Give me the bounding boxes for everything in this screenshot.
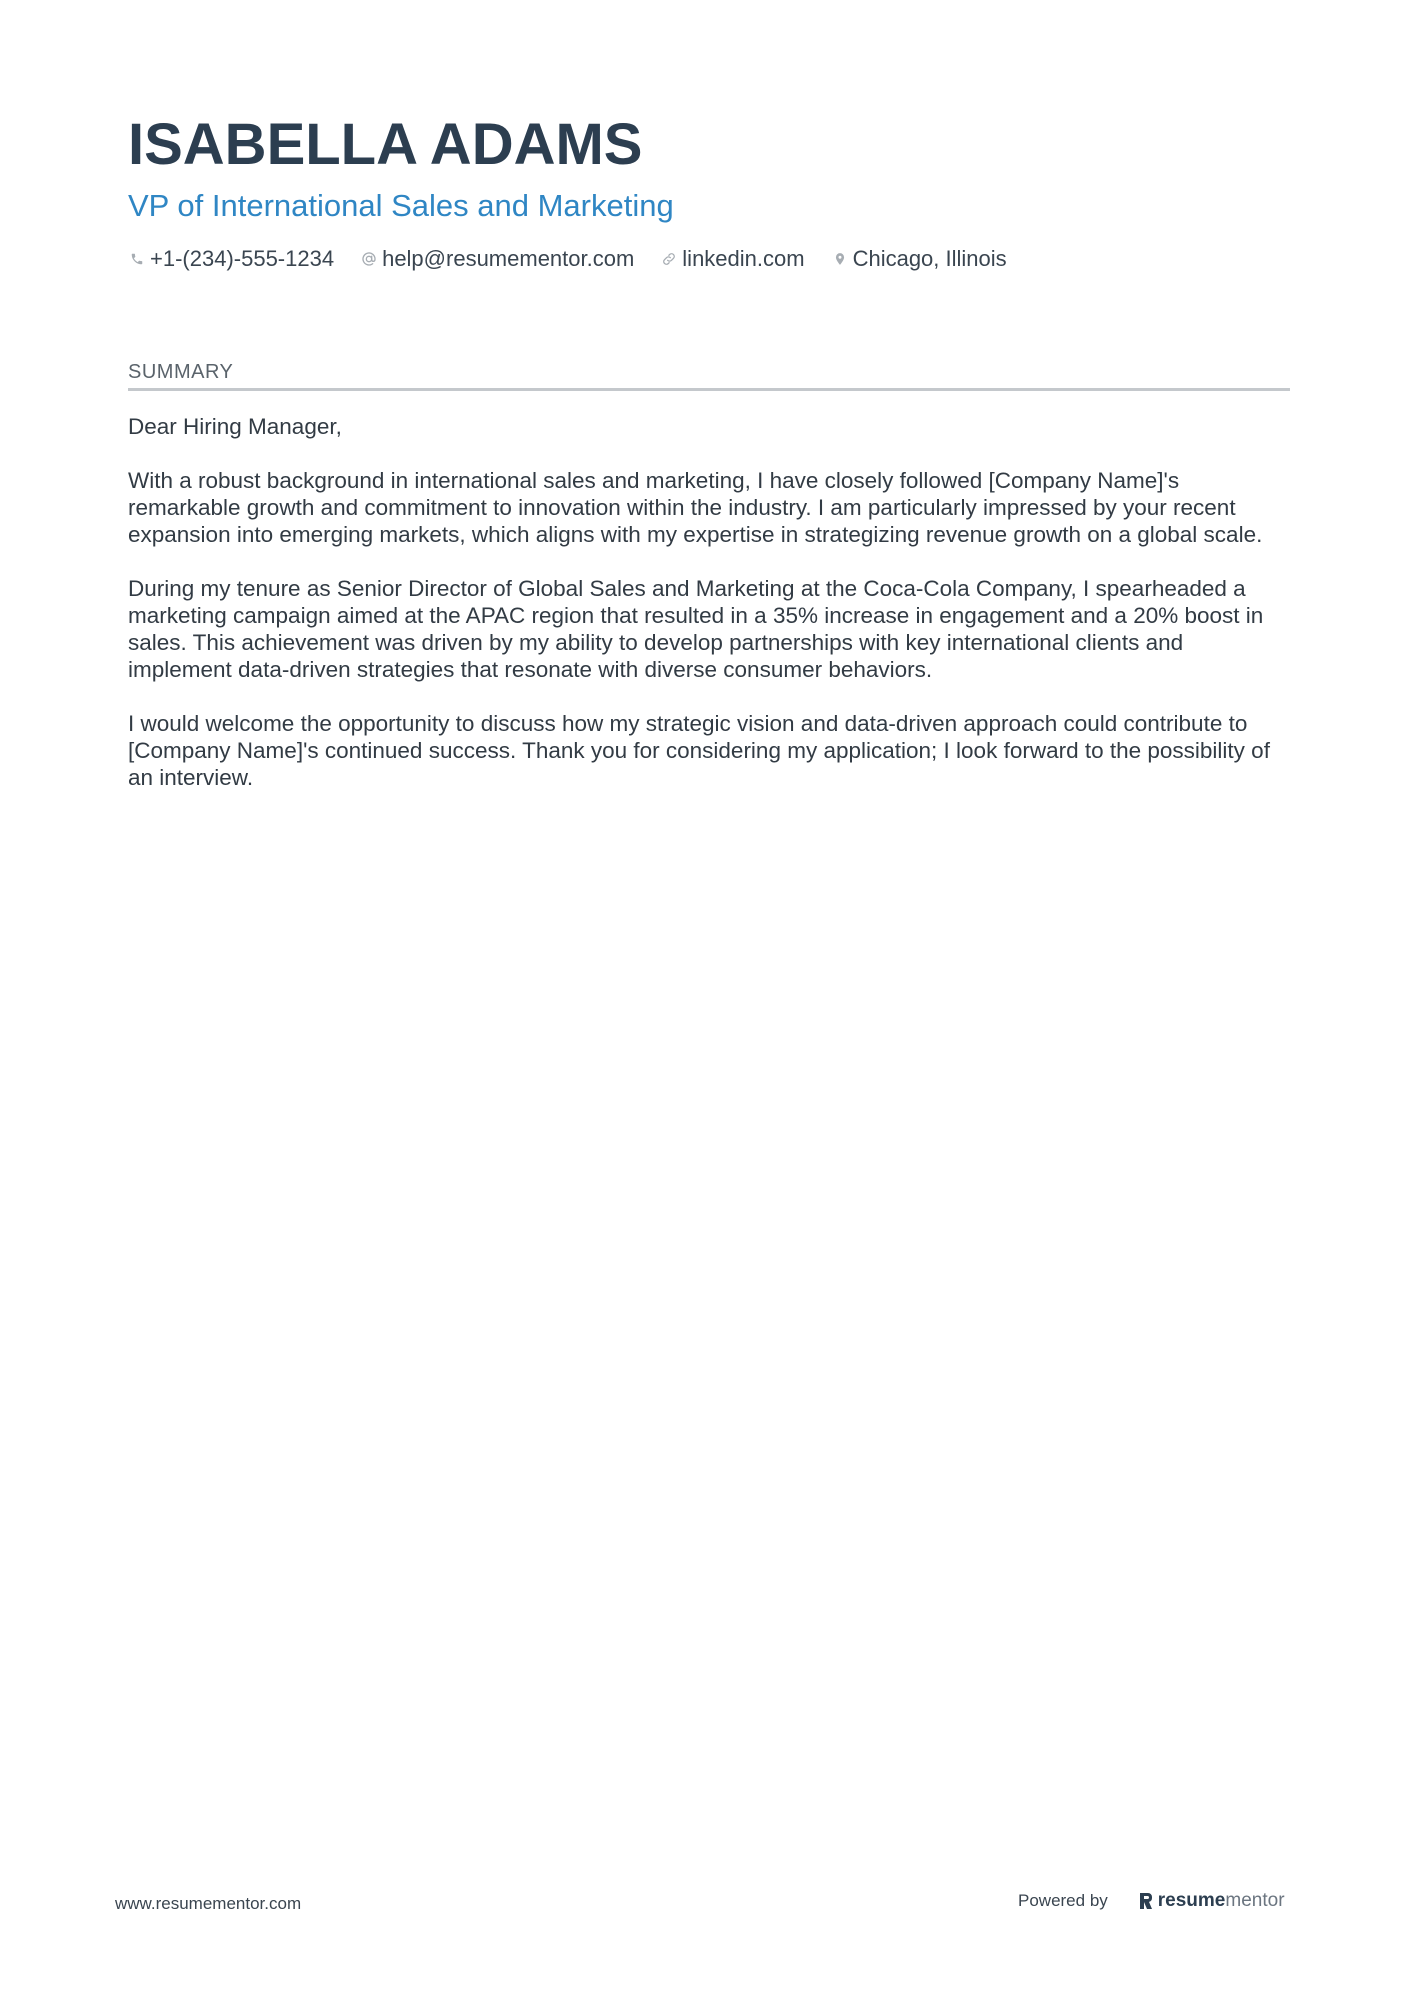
powered-by-label: Powered by — [1018, 1891, 1108, 1910]
phone-icon — [128, 250, 146, 268]
contact-location — [831, 244, 1007, 274]
header — [128, 110, 1288, 274]
footer-website[interactable]: www.resumementor.com — [115, 1894, 302, 1913]
candidate-name: ISABELLA ADAMS — [128, 112, 643, 177]
contact-linkedin[interactable] — [660, 244, 804, 274]
salutation: Dear Hiring Manager, — [128, 414, 342, 439]
logo-mark-icon — [1138, 1891, 1154, 1911]
paragraph: I would welcome the opportunity to discuss how my strategic vision and data-driven approach could contribute to [Company Name]'s continued success. Thank you for considering my application; I look forward to the possibility of an interview. — [128, 711, 1270, 790]
phone-text: +1-(234)-555-1234 — [150, 246, 335, 271]
summary-section — [128, 358, 1290, 818]
paragraph: With a robust background in international sales and marketing, I have closely followed [Company Name]'s remarkable growth and commitment to innovation within the industry. I am particularly impressed by your recent expansion into emerging markets, which aligns with my expertise in strategizing revenue growth on a global scale. — [128, 468, 1263, 547]
contact-email[interactable] — [360, 244, 634, 274]
brand-word-resume: resume — [1157, 1890, 1226, 1911]
section-heading: SUMMARY — [128, 358, 1290, 391]
resumementor-logo[interactable] — [1138, 1890, 1285, 1912]
contact-row — [128, 244, 1288, 274]
footer-branding — [1018, 1890, 1285, 1912]
email-text[interactable]: help@resumementor.com — [382, 246, 635, 271]
location-text: Chicago, Illinois — [852, 246, 1007, 271]
brand-word-mentor: mentor — [1225, 1890, 1285, 1911]
paragraph: During my tenure as Senior Director of Global Sales and Marketing at the Coca-Cola Company, I spearheaded a marketing campaign aimed at the APAC region that resulted in a 35% increase in engagement and a 20% boost in sales. This achievement was driven by my ability to develop partnerships with key international clients and implement data-driven strategies that resonate with diverse consumer behaviors. — [128, 576, 1264, 682]
at-icon — [360, 250, 378, 268]
letter-body — [128, 413, 1290, 791]
link-icon — [660, 250, 678, 268]
linkedin-text[interactable]: linkedin.com — [682, 246, 805, 271]
location-pin-icon — [831, 250, 849, 268]
job-title: VP of International Sales and Marketing — [128, 188, 674, 223]
contact-phone — [128, 244, 334, 274]
